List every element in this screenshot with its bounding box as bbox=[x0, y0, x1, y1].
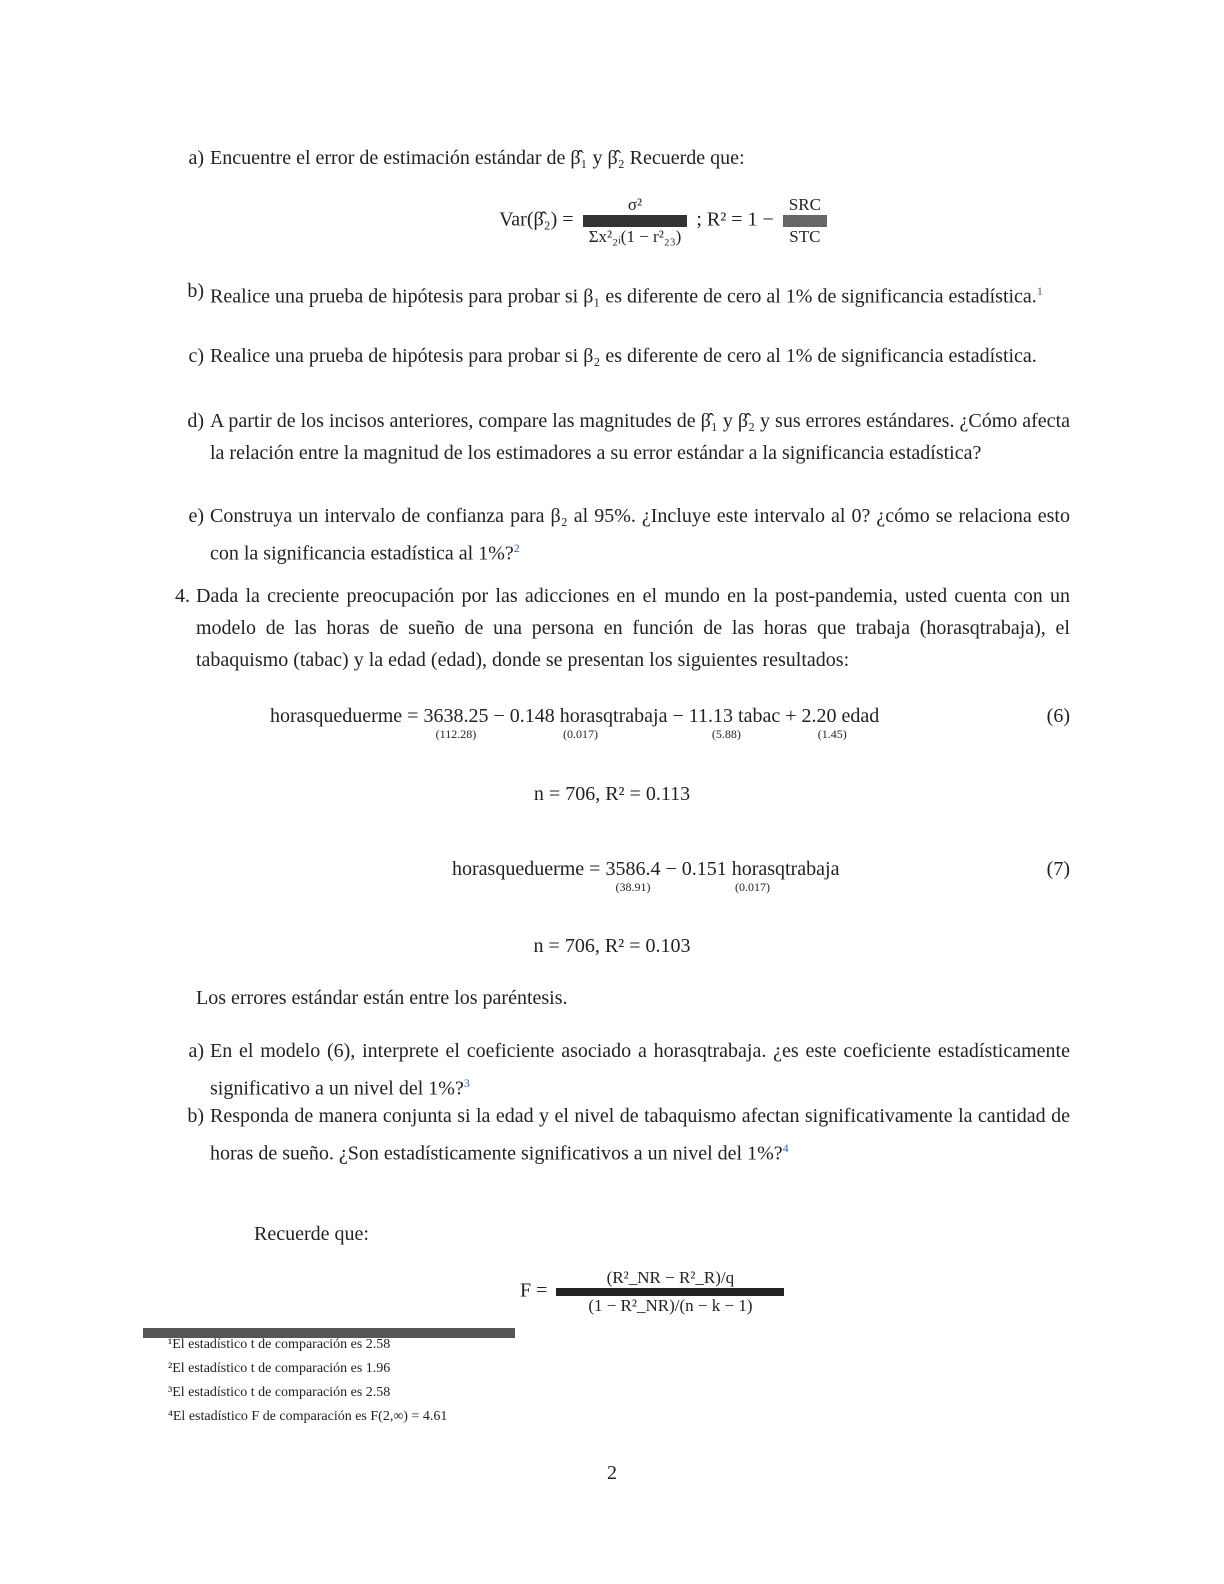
item-text: Responda de manera conjunta si la edad y el nivel de tabaquismo afectan significativamente la cantidad de horas de sueño. ¿Son estadísticamente significativos a un nivel del 1%? bbox=[210, 1105, 1070, 1165]
eq-term: − 0.148 horasqtrabaja (0.017) bbox=[493, 705, 668, 741]
eq-term: − 0.151 horasqtrabaja (0.017) bbox=[665, 858, 840, 894]
fraction bbox=[583, 195, 688, 247]
eq-term: 3638.25 (112.28) bbox=[423, 705, 489, 741]
fraction-numerator: (R²_NR − R²_R)/q bbox=[606, 1268, 735, 1287]
item-label: d) bbox=[187, 410, 204, 432]
footnote-ref[interactable]: 2 bbox=[513, 541, 520, 555]
standard-error: (1.45) bbox=[817, 727, 847, 741]
item-text: A partir de los incisos anteriores, compare las magnitudes de β̂₁ y β̂₂ y sus errores estándares. ¿Cómo afecta la relación entre la magnitud de los estimadores a su error estándar a la significancia estadística? bbox=[210, 410, 1070, 464]
model-stats: n = 706, R² = 0.113 bbox=[533, 783, 691, 805]
fraction-numerator: SRC bbox=[788, 195, 821, 214]
equation-number: (6) bbox=[1046, 705, 1070, 727]
problem-number: 4. bbox=[175, 585, 190, 607]
item-text: Realice una prueba de hipótesis para probar si β₁ es diferente de cero al 1% de significancia estadística. bbox=[210, 285, 1037, 308]
standard-error: (0.017) bbox=[734, 880, 770, 894]
fraction-denominator: STC bbox=[789, 227, 821, 246]
equation-6 bbox=[270, 705, 879, 741]
formula-lhs: F = bbox=[520, 1279, 548, 1302]
footnote-ref[interactable]: 3 bbox=[463, 1076, 470, 1090]
footnote: ¹El estadístico t de comparación es 2.58 bbox=[168, 1337, 391, 1352]
item-text: En el modelo (6), interprete el coeficiente asociado a horasqtrabaja. ¿es este coeficiente estadísticamente significativo a un nivel del 1%? bbox=[210, 1040, 1070, 1100]
problem-text: Dada la creciente preocupación por las adicciones en el mundo en la post-pandemia, usted cuenta con un modelo de las horas de sueño de una persona en función de las horas que trabaja (horasqtrabaja), el tabaquismo (tabac) y la edad (edad), donde se presentan los siguientes resultados: bbox=[196, 585, 1070, 671]
fraction-denominator: (1 − R²_NR)/(n − k − 1) bbox=[588, 1296, 753, 1315]
item-label: b) bbox=[187, 280, 204, 302]
item-text: Encuentre el error de estimación estándar de β̂₁ y β̂₂ Recuerde que: bbox=[210, 147, 745, 169]
fraction bbox=[556, 1268, 784, 1316]
footnote: ³El estadístico t de comparación es 2.58 bbox=[168, 1385, 391, 1400]
list-item bbox=[188, 1035, 1070, 1105]
list-item bbox=[188, 500, 1070, 570]
eq-term: 3586.4 (38.91) bbox=[605, 858, 661, 894]
item-label: b) bbox=[187, 1105, 204, 1127]
fraction bbox=[783, 195, 827, 247]
fraction-denominator: Σx²₂ᵢ(1 − r²₂₃) bbox=[588, 227, 682, 246]
list-item bbox=[187, 275, 1070, 313]
item-text: Construya un intervalo de confianza para β₂ al 95%. ¿Incluye este intervalo al 0? ¿cómo se relaciona esto con la significancia estadística al 1%? bbox=[210, 505, 1070, 565]
footnote-ref[interactable]: 4 bbox=[782, 1141, 789, 1155]
eq-lhs: horasqueduerme = bbox=[452, 858, 601, 880]
variance-formula bbox=[430, 195, 900, 247]
list-item bbox=[188, 142, 1070, 174]
paragraph: Recuerde que: bbox=[254, 1223, 369, 1245]
equation-number: (7) bbox=[1046, 858, 1070, 880]
problem-statement bbox=[175, 580, 1070, 676]
page-number: 2 bbox=[607, 1462, 617, 1484]
footnote: ⁴El estadístico F de comparación es F(2,∞) = 4.61 bbox=[168, 1409, 448, 1424]
item-text: Realice una prueba de hipótesis para probar si β₂ es diferente de cero al 1% de significancia estadística. bbox=[210, 345, 1037, 367]
formula-lhs: Var(β̂₂) = bbox=[499, 208, 574, 231]
f-statistic-formula bbox=[520, 1268, 788, 1316]
footnote-ref[interactable]: 1 bbox=[1036, 284, 1043, 298]
eq-lhs: horasqueduerme = bbox=[270, 705, 419, 727]
item-label: a) bbox=[188, 147, 204, 169]
footnote: ²El estadístico t de comparación es 1.96 bbox=[168, 1361, 391, 1376]
eq-term: − 11.13 tabac (5.88) bbox=[672, 705, 781, 741]
equation-7 bbox=[452, 858, 839, 894]
standard-error: (5.88) bbox=[711, 727, 741, 741]
standard-error: (112.28) bbox=[435, 727, 477, 741]
paragraph: Los errores estándar están entre los paréntesis. bbox=[196, 987, 568, 1009]
list-item bbox=[187, 1100, 1070, 1170]
standard-error: (0.017) bbox=[562, 727, 598, 741]
item-label: e) bbox=[188, 505, 204, 527]
model-stats: n = 706, R² = 0.103 bbox=[533, 935, 691, 957]
eq-term: + 2.20 edad (1.45) bbox=[785, 705, 880, 741]
item-label: a) bbox=[188, 1040, 204, 1062]
list-item bbox=[188, 340, 1070, 372]
fraction-numerator: σ² bbox=[627, 195, 643, 214]
standard-error: (38.91) bbox=[615, 880, 651, 894]
item-label: c) bbox=[188, 345, 204, 367]
list-item bbox=[187, 405, 1070, 469]
formula-mid: ; R² = 1 − bbox=[696, 208, 774, 231]
